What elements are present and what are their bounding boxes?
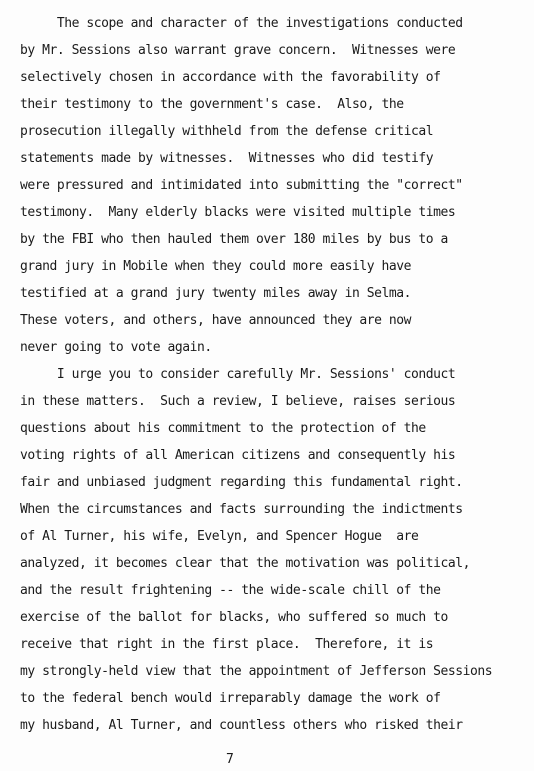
text-line: selectively chosen in accordance with the favorability of	[20, 70, 441, 85]
text-line: When the circumstances and facts surrounding the indictments	[20, 502, 463, 517]
text-line: to the federal bench would irreparably damage the work of	[20, 691, 441, 706]
text-line: and the result frightening -- the wide-scale chill of the	[20, 583, 441, 598]
text-line: by Mr. Sessions also warrant grave concern. Witnesses were	[20, 43, 456, 58]
text-line: never going to vote again.	[20, 340, 212, 355]
text-line: exercise of the ballot for blacks, who suffered so much to	[20, 610, 448, 625]
text-line: their testimony to the government's case. Also, the	[20, 97, 404, 112]
text-line: my strongly-held view that the appointment of Jefferson Sessions	[20, 664, 493, 679]
text-line: I urge you to consider carefully Mr. Sessions' conduct	[20, 367, 456, 382]
text-line: voting rights of all American citizens and consequently his	[20, 448, 456, 463]
text-line: The scope and character of the investigations conducted	[20, 16, 463, 31]
text-line: receive that right in the first place. Therefore, it is	[20, 637, 434, 652]
text-line: These voters, and others, have announced they are now	[20, 313, 411, 328]
text-line: of Al Turner, his wife, Evelyn, and Spencer Hogue are	[20, 529, 419, 544]
text-line: testified at a grand jury twenty miles away in Selma.	[20, 286, 411, 301]
text-line: were pressured and intimidated into submitting the "correct"	[20, 178, 463, 193]
page-number: 7	[226, 752, 234, 767]
text-line: statements made by witnesses. Witnesses who did testify	[20, 151, 434, 166]
text-line: grand jury in Mobile when they could more easily have	[20, 259, 411, 274]
text-line: in these matters. Such a review, I believe, raises serious	[20, 394, 456, 409]
text-line: my husband, Al Turner, and countless others who risked their	[20, 718, 463, 733]
text-line: by the FBI who then hauled them over 180 miles by bus to a	[20, 232, 448, 247]
text-line: questions about his commitment to the protection of the	[20, 421, 426, 436]
text-line: fair and unbiased judgment regarding this fundamental right.	[20, 475, 463, 490]
text-line: prosecution illegally withheld from the defense critical	[20, 124, 434, 139]
text-line: testimony. Many elderly blacks were visited multiple times	[20, 205, 456, 220]
text-line: analyzed, it becomes clear that the motivation was political,	[20, 556, 470, 571]
